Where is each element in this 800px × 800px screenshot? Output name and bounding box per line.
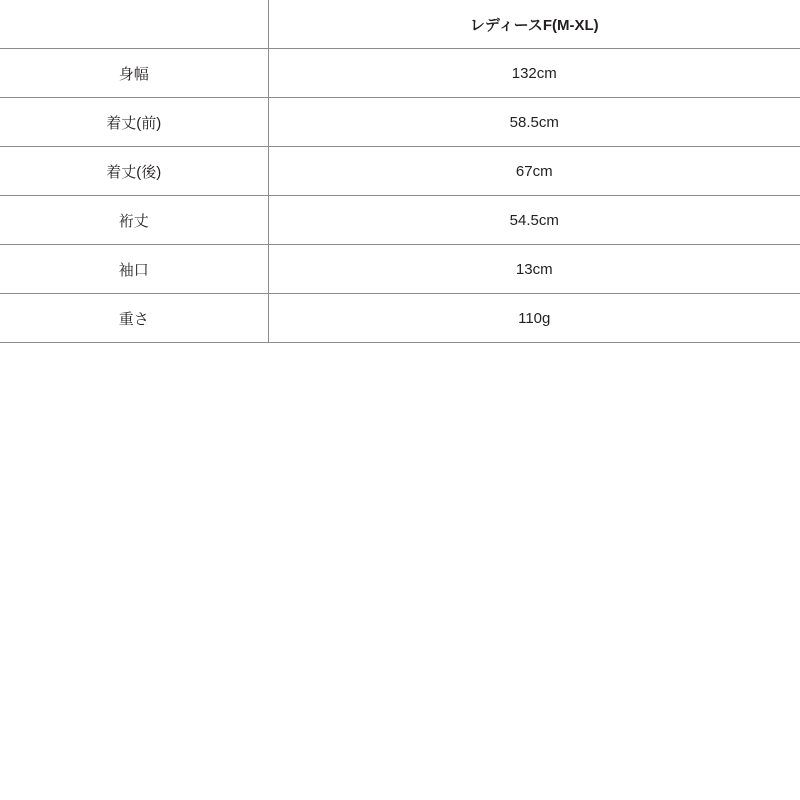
size-table — [0, 0, 800, 343]
row-label-cuff: 袖口 — [0, 245, 268, 294]
row-value-body-width: 132cm — [268, 49, 800, 98]
table-row — [0, 245, 800, 294]
row-value-front-length: 58.5cm — [268, 98, 800, 147]
row-label-back-length: 着丈(後) — [0, 147, 268, 196]
row-label-body-width: 身幅 — [0, 49, 268, 98]
header-label-empty — [0, 0, 268, 49]
table-row — [0, 196, 800, 245]
table-row — [0, 147, 800, 196]
row-value-cuff: 13cm — [268, 245, 800, 294]
table-header-row — [0, 0, 800, 49]
table-row — [0, 98, 800, 147]
row-label-weight: 重さ — [0, 294, 268, 343]
row-value-sleeve-length: 54.5cm — [268, 196, 800, 245]
table-body — [0, 49, 800, 343]
header-size-label: レディースF(M-XL) — [268, 0, 800, 49]
row-value-back-length: 67cm — [268, 147, 800, 196]
row-value-weight: 110g — [268, 294, 800, 343]
table-row — [0, 294, 800, 343]
row-label-front-length: 着丈(前) — [0, 98, 268, 147]
table-row — [0, 49, 800, 98]
row-label-sleeve-length: 裄丈 — [0, 196, 268, 245]
table-head — [0, 0, 800, 49]
